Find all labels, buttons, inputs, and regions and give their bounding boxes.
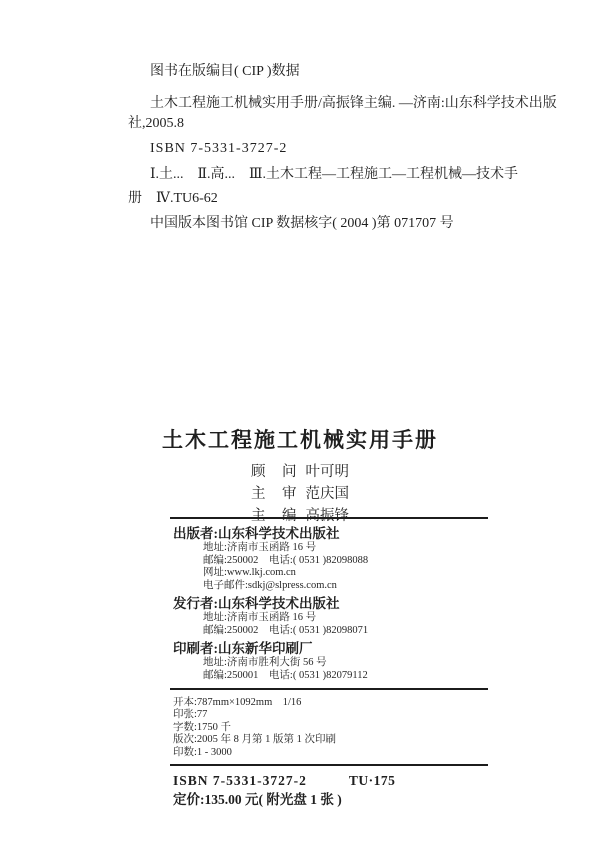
publisher-line: 出版者:山东科学技术出版社 (173, 526, 340, 541)
staff-name: 叶可明 (305, 464, 349, 480)
publisher-email: 电子邮件:sdkj@slpress.com.cn (203, 579, 337, 591)
isbn-line (173, 772, 488, 789)
publisher-address: 地址:济南市玉函路 16 号 (203, 542, 317, 553)
cip-heading: 图书在版编目( CIP )数据 (150, 64, 300, 79)
staff-role: 顾 问 (251, 464, 298, 480)
spec-printrun: 印数:1 - 3000 (173, 746, 232, 758)
price-line: 定价:135.00 元( 附光盘 1 张 ) (173, 792, 342, 808)
staff-role: 主 审 (251, 486, 298, 502)
title-block (0, 424, 600, 527)
spec-sheets: 印张:77 (173, 709, 208, 721)
cip-isbn: ISBN 7-5331-3727-2 (150, 141, 288, 156)
book-title: 土木工程施工机械实用手册 (162, 428, 438, 452)
publisher-website: 网址:www.lkj.com.cn (203, 567, 296, 578)
spec-wordcount: 字数:1750 千 (173, 721, 232, 733)
colophon-box (170, 517, 488, 808)
distributor-postcode-phone: 邮编:250002 电话:( 0531 )82098071 (203, 624, 369, 636)
divider-middle (170, 688, 488, 690)
divider-top (170, 517, 488, 519)
publisher-postcode-phone: 邮编:250002 电话:( 0531 )82098088 (203, 554, 369, 566)
spec-edition: 版次:2005 年 8 月第 1 版第 1 次印刷 (173, 734, 337, 746)
staff-row-advisor (0, 461, 600, 483)
printer-address: 地址:济南市胜利大街 56 号 (203, 657, 327, 668)
divider-bottom (170, 764, 488, 766)
cip-record-number: 中国版本图书馆 CIP 数据核字( 2004 )第 071707 号 (150, 216, 454, 231)
print-specs (173, 697, 488, 759)
isbn-number: ISBN 7-5331-3727-2 (173, 773, 307, 789)
distributor-address: 地址:济南市玉函路 16 号 (203, 612, 317, 623)
staff-row-reviewer (0, 483, 600, 505)
distributor-line: 发行者:山东科学技术出版社 (173, 596, 340, 611)
cip-entry-line2: 社,2005.8 (128, 116, 184, 131)
cip-classification-line1: Ⅰ.土... Ⅱ.高... Ⅲ.土木工程—工程施工—工程机械—技术手 (150, 167, 519, 182)
cip-block (128, 62, 590, 234)
staff-name: 范庆国 (305, 486, 349, 502)
staff-role: 主 编 (251, 508, 298, 524)
cip-entry-line1: 土木工程施工机械实用手册/高振锋主编. —济南:山东科学技术出版 (150, 96, 557, 111)
tu-classification-code: TU·175 (348, 773, 396, 789)
spec-format: 开本:787mm×1092mm 1/16 (173, 697, 302, 708)
printer-line: 印刷者:山东新华印刷厂 (173, 641, 313, 656)
staff-name: 高振锋 (305, 508, 349, 524)
printer-postcode-phone: 邮编:250001 电话:( 0531 )82079112 (203, 669, 368, 681)
cip-classification-line2: 册 Ⅳ.TU6-62 (128, 191, 218, 206)
